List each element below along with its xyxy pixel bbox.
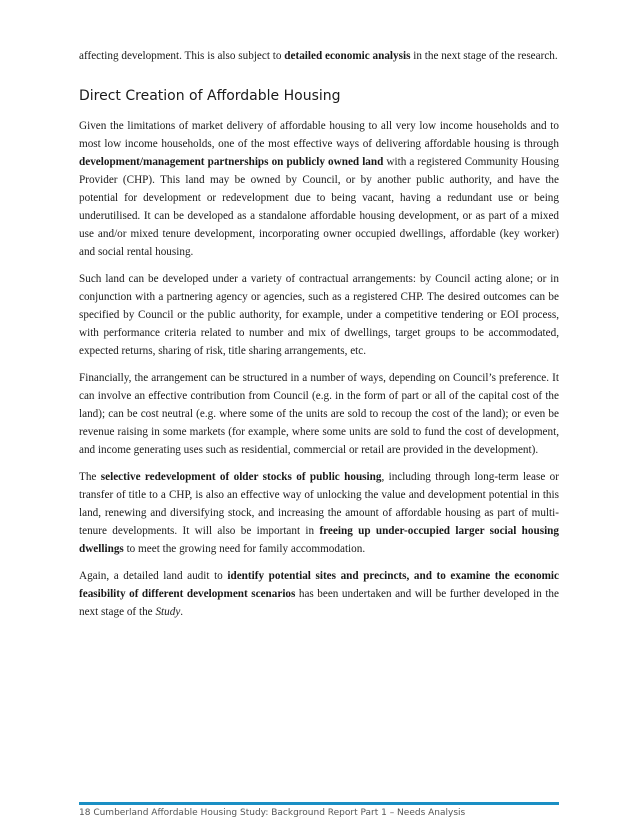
footer-rule bbox=[79, 802, 559, 805]
paragraph-4 bbox=[79, 468, 559, 558]
section-body bbox=[79, 117, 559, 630]
text-run: , including through long-term lease or transfer of title to a CHP, is also an effective way of unlocking the value and development potential in this land, renewing and diversifying stock, and increasing the amount of affordable housing as part of multi-tenure developments. It will also be important in bbox=[79, 471, 559, 537]
paragraph-1 bbox=[79, 117, 559, 261]
text-run: in the next stage of the research. bbox=[410, 50, 558, 62]
text-run: Again, a detailed land audit to bbox=[79, 570, 228, 582]
text-run: . bbox=[180, 606, 184, 618]
bold-text-run: development/management partnerships on publicly owned land bbox=[79, 156, 384, 168]
section-heading: Direct Creation of Affordable Housing bbox=[79, 88, 341, 104]
bold-text-run: freeing up under-occupied larger social housing dwellings bbox=[79, 525, 559, 555]
bold-text-run: selective redevelopment of older stocks of public housing bbox=[100, 471, 382, 483]
text-run: has been undertaken and will be further developed in the next stage of the bbox=[79, 588, 559, 618]
paragraph-3: Financially, the arrangement can be structured in a number of ways, depending on Council’s preference. It can involve an effective contribution from Council (e.g. in the form of part or all of the capital cost of the land); can be cost neutral (e.g. where some of the units are sold to recoup the cost of the land); or even be revenue raising in some markets (for example, where some units are sold to fund the cost of development, and income generating uses such as residential, commercial or retail are provided in the development). bbox=[79, 372, 559, 456]
text-run: affecting development. This is also subject to bbox=[79, 50, 285, 62]
paragraph-continuation bbox=[79, 47, 559, 65]
bold-text-run: detailed economic analysis bbox=[284, 50, 411, 62]
text-run: Given the limitations of market delivery of affordable housing to all very low income households and to most low income households, one of the most effective ways of delivering affordable housing is through bbox=[79, 120, 559, 150]
italic-text-run: Study bbox=[155, 606, 181, 618]
intro-paragraph-block bbox=[79, 47, 559, 74]
bold-text-run: identify potential sites and precincts, and to examine the economic feasibility of different development scenarios bbox=[79, 570, 559, 600]
text-run: The bbox=[79, 471, 101, 483]
page-footer: 18 Cumberland Affordable Housing Study: Background Report Part 1 – Needs Analysis bbox=[79, 808, 466, 818]
paragraph-5 bbox=[79, 567, 559, 621]
text-run: to meet the growing need for family accommodation. bbox=[123, 543, 366, 555]
paragraph-2: Such land can be developed under a variety of contractual arrangements: by Council acting alone; or in conjunction with a partnering agency or agencies, such as a registered CHP. The desired outcomes can be specified by Council or the public authority, for example, under a competitive tendering or EOI process, with performance criteria related to number and mix of dwellings, target groups to be accommodated, expected returns, sharing of risk, title sharing arrangements, etc. bbox=[79, 273, 559, 357]
text-run: with a registered Community Housing Provider (CHP). This land may be owned by Council, or by another public authority, and have the potential for development or redevelopment due to being vacant, having a redundant use or being underutilised. It can be developed as a standalone affordable housing development, or as part of a mixed use and/or mixed tenure development, incorporating owner occupied dwellings, affordable (key worker) and social rental housing. bbox=[79, 156, 559, 258]
